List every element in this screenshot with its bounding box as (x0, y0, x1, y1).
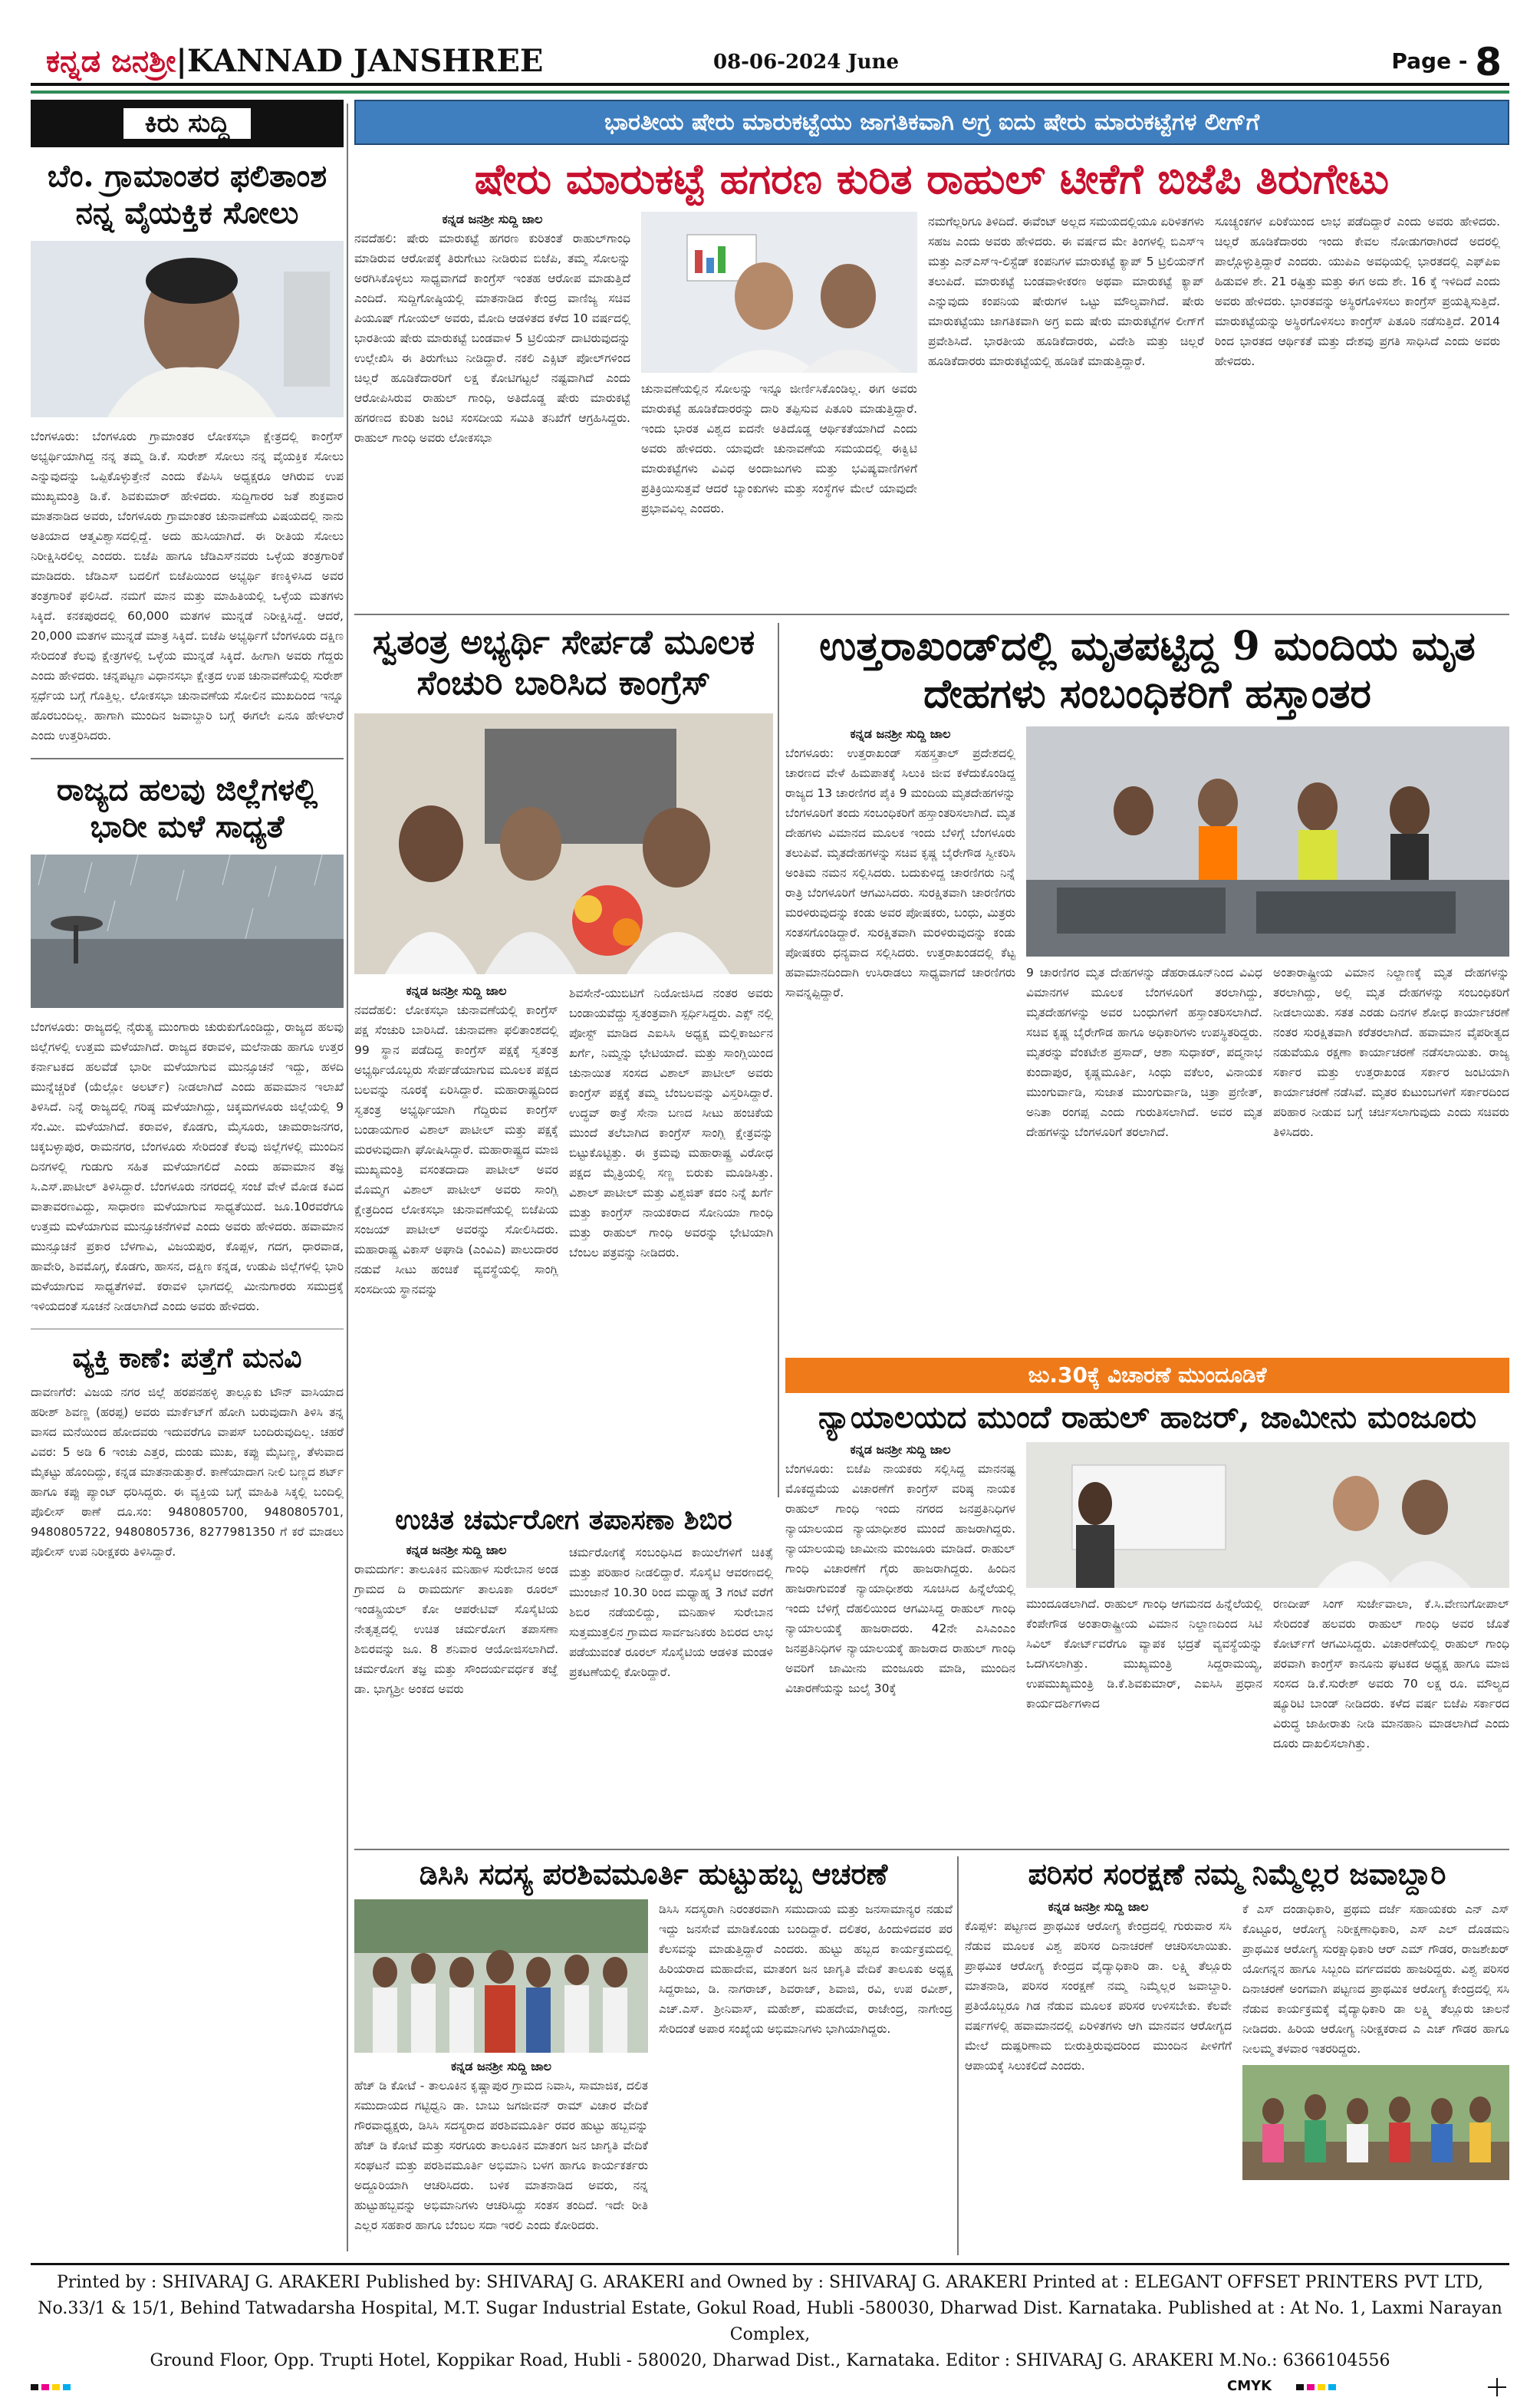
color-registration-marks (31, 2378, 1509, 2396)
imprint-line-3: Ground Floor, Opp. Trupti Hotel, Koppikar Road, Hubli - 580020, Dharwad Dist., Karnataka. Editor : SHIVARAJ G. ARAKERI M.No.: 6366104556 (150, 2351, 1390, 2370)
independent-col2: ಶಿವಸೇನೆ-ಯುಬಿಟಿಗೆ ನಿಯೋಜಿಸಿದ ನಂತರ ಅವರು ಬಂಡಾಯವೆದ್ದು ಸ್ವತಂತ್ರವಾಗಿ ಸ್ಪರ್ಧಿಸಿದ್ದರು. ಎಕ್ಸ್ ನಲ್ಲಿ ಪೋಸ್ಟ್ ಮಾಡಿದ ಎಐಸಿಸಿ ಅಧ್ಯಕ್ಷ ಮಲ್ಲಿಕಾರ್ಜುನ ಖರ್ಗೆ, ನಿಮ್ಮನ್ನು ಭೇಟಿಯಾದೆ. ಮತ್ತು ಸಾಂಗ್ಲಿಯಿಂದ ಚುನಾಯಿತ ಸಂಸದ ವಿಶಾಲ್ ಪಾಟೀಲ್ ಅವರು ಕಾಂಗ್ರೆಸ್ ಪಕ್ಷಕ್ಕೆ ತಮ್ಮ ಬೆಂಬಲವನ್ನು ವಿಸ್ತರಿಸಿದ್ದಾರೆ. ಉದ್ಧವ್ ಠಾಕ್ರೆ ಸೇನಾ ಬಣದ ಸೀಟು ಹಂಚಿಕೆಯ ಮುಂದೆ ತಲೆಬಾಗಿದ ಕಾಂಗ್ರೆಸ್ ಸಾಂಗ್ಲಿ ಕ್ಷೇತ್ರವನ್ನು ಬಿಟ್ಟುಕೊಟ್ಟಿತ್ತು. ಈ ಕ್ರಮವು ಮಹಾರಾಷ್ಟ್ರ ವಿರೋಧ ಪಕ್ಷದ ಮೈತ್ರಿಯಲ್ಲಿ ಸಣ್ಣ ಬಿರುಕು ಮೂಡಿಸಿತ್ತು. ವಿಶಾಲ್ ಪಾಟೀಲ್ ಮತ್ತು ವಿಶ್ವಜಿತ್ ಕದಂ ನಿನ್ನೆ ಖರ್ಗೆ ಮತ್ತು ಕಾಂಗ್ರೆಸ್ ನಾಯಕರಾದ ಸೋನಿಯಾ ಗಾಂಧಿ ಮತ್ತು ರಾಹುಲ್ ಗಾಂಧಿ ಅವರನ್ನು ಭೇಟಿಯಾಗಿ ಬೆಂಬಲ ಪತ್ರವನ್ನು ನೀಡಿದರು. (569, 986, 773, 1260)
story2-photo (31, 855, 344, 1008)
lead-col4: ಸೂಚ್ಯಂಕಗಳ ಏರಿಕೆಯಿಂದ ಲಾಭ ಪಡೆದಿದ್ದಾರೆ ಎಂದು ಅವರು ಹೇಳಿದರು. ಚಿಲ್ಲರೆ ಹೂಡಿಕೆದಾರರು ಇಂದು ಕೇವಲ ನೋಡುಗರಾಗಿರದೆ ಅದರಲ್ಲಿ ಪಾಲ್ಗೊಳ್ಳುತ್ತಿದ್ದಾರೆ ಎಂದರು. ಯುಪಿಎ ಅವಧಿಯಲ್ಲಿ ಭಾರತದಲ್ಲಿ ಎಫ್‌ಪಿಐ ಹಿಡುವಳಿ ಶೇ. 21 ರಷ್ಟಿತ್ತು ಮತ್ತು ಈಗ ಅದು ಶೇ. 16 ಕ್ಕೆ ಇಳಿದಿದೆ ಎಂದು ಅವರು ಹೇಳಿದರು. ಭಾರತವನ್ನು ಅಸ್ಥಿರಗೊಳಿಸಲು ಕಾಂಗ್ರೆಸ್ ಪ್ರಯತ್ನಿಸುತ್ತಿದೆ. ಮಾರುಕಟ್ಟೆಯನ್ನು ಅಸ್ಥಿರಗೊಳಿಸಲು ಕಾಂಗ್ರೆಸ್ ಪಿತೂರಿ ನಡೆಸುತ್ತಿದೆ. 2014 ರಿಂದ ಭಾರತದ ಆರ್ಥಿಕತೆ ಮತ್ತು ದೇಶವು ಪ್ರಗತಿ ಸಾಧಿಸಿದೆ ಎಂದು ಅವರು ಹೇಳಿದರು. (1215, 214, 1500, 368)
skin-camp-story (354, 1504, 773, 1699)
birthday-col1: ಹೆಚ್ ಡಿ ಕೋಟೆ - ತಾಲೂಕಿನ ಕೃಷ್ಣಾಪುರ ಗ್ರಾಮದ ನಿವಾಸಿ, ಸಾಮಾಜಿಕ, ದಲಿತ ಸಮುದಾಯದ ಗಟ್ಟಿಧ್ವನಿ ಡಾ. ಬಾಬು ಜಗಜೀವನ್ ರಾಮ್ ವಿಚಾರ ವೇದಿಕೆ ಗೌರವಾಧ್ಯಕ್ಷರು, ಡಿಸಿಸಿ ಸದಸ್ಯರಾದ ಪರಶಿವಮೂರ್ತಿ ರವರ ಹುಟ್ಟು ಹಬ್ಬವನ್ನು ಹೆಚ್ ಡಿ ಕೋಟೆ ಮತ್ತು ಸರಗೂರು ತಾಲೂಕಿನ ಮಾತಂಗ ಜನ ಜಾಗೃತಿ ವೇದಿಕೆ ಸಂಘಟನೆ ಮತ್ತು ಪರಶಿವಮೂರ್ತಿ ಅಭಿಮಾನಿ ಬಳಗ ಹಾಗೂ ಕಾರ್ಯಕರ್ತರು ಅದ್ದೂರಿಯಾಗಿ ಆಚರಿಸಿದರು. ಬಳಿಕ ಮಾತನಾಡಿದ ಅವರು, ನನ್ನ ಹುಟ್ಟುಹಬ್ಬವನ್ನು ಅಭಿಮಾನಿಗಳು ಆಚರಿಸಿದ್ದು ಸಂತಸ ತಂದಿದೆ. ಇದೇ ರೀತಿ ಎಲ್ಲರ ಸಹಕಾರ ಹಾಗೂ ಬೆಂಬಲ ಸದಾ ಇರಲಿ ಎಂದು ಕೋರಿದರು. (354, 2078, 648, 2232)
lead-col2: ಚುನಾವಣೆಯಲ್ಲಿನ ಸೋಲನ್ನು ಇನ್ನೂ ಜೀರ್ಣಿಸಿಕೊಂಡಿಲ್ಲ. ಈಗ ಅವರು ಮಾರುಕಟ್ಟೆ ಹೂಡಿಕೆದಾರರನ್ನು ದಾರಿ ತಪ್ಪಿಸುವ ಪಿತೂರಿ ಮಾಡುತ್ತಿದ್ದಾರೆ. ಇಂದು ಭಾರತ ವಿಶ್ವದ ಐದನೇ ಅತಿದೊಡ್ಡ ಆರ್ಥಿಕತೆಯಾಗಿದೆ ಎಂದು ಅವರು ಹೇಳಿದರು. ಯಾವುದೇ ಚುನಾವಣೆಯ ಸಮಯದಲ್ಲಿ ಈಕ್ವಿಟಿ ಮಾರುಕಟ್ಟೆಗಳು ವಿವಿಧ ಅಂದಾಜುಗಳು ಮತ್ತು ಭವಿಷ್ಯವಾಣಿಗಳಿಗೆ ಪ್ರತಿಕ್ರಿಯಿಸುತ್ತವೆ ಆದರೆ ಬ್ಯಾಂಕುಗಳು ಮತ್ತು ಸಂಸ್ಥೆಗಳ ಮೇಲೆ ಯಾವುದೇ ಪ್ರಭಾವವಿಲ್ಲ ಎಂದರು. (641, 381, 917, 515)
lead-col1: ನವದೆಹಲಿ: ಷೇರು ಮಾರುಕಟ್ಟೆ ಹಗರಣ ಕುರಿತಂತೆ ರಾಹುಲ್‌ಗಾಂಧಿ ಮಾಡಿರುವ ಆರೋಪಕ್ಕೆ ತಿರುಗೇಟು ನೀಡಿರುವ ಬಿಜೆಪಿ, ತಮ್ಮ ಸೋಲನ್ನು ಅರಗಿಸಿಕೊಳ್ಳಲು ಸಾಧ್ಯವಾಗದೆ ಕಾಂಗ್ರೆಸ್ ಇಂತಹ ಆರೋಪ ಮಾಡುತ್ತಿದೆ ಎಂದಿದೆ. ಸುದ್ದಿಗೋಷ್ಠಿಯಲ್ಲಿ ಮಾತನಾಡಿದ ಕೇಂದ್ರ ವಾಣಿಜ್ಯ ಸಚಿವ ಪಿಯೂಷ್ ಗೋಯಲ್ ಅವರು, ಮೋದಿ ಆಡಳಿತದ ಕಳೆದ 10 ವರ್ಷದಲ್ಲಿ ಭಾರತೀಯ ಷೇರು ಮಾರುಕಟ್ಟೆ ಬಂಡವಾಳ 5 ಟ್ರಿಲಿಯನ್ ದಾಟಿರುವುದನ್ನು ಉಲ್ಲೇಖಿಸಿ ಈ ತಿರುಗೇಟು ನೀಡಿದ್ದಾರೆ. ನಕಲಿ ಎಕ್ಸಿಟ್ ಪೋಲ್‌ಗಳಿಂದ ಚಿಲ್ಲರೆ ಹೂಡಿಕೆದಾರರಿಗೆ ಲಕ್ಷ ಕೋಟಿಗಟ್ಟಲೆ ನಷ್ಟವಾಗಿದೆ ಎಂದು ಆರೋಪಿಸಿರುವ ರಾಹುಲ್ ಗಾಂಧಿ, ಅತಿದೊಡ್ಡ ಷೇರು ಮಾರುಕಟ್ಟೆ ಹಗರಣದ ಕುರಿತು ಜಂಟಿ ಸಂಸದೀಯ ಸಮಿತಿ ತನಿಖೆಗೆ ಆಗ್ರಹಿಸಿದ್ದರು. ರಾಹುಲ್ ಗಾಂಧಿ ಅವರು ಲೋಕಸಭಾ (354, 231, 630, 445)
center-rule (778, 623, 779, 1497)
left-divider-1 (31, 758, 344, 759)
uttarakhand-story (785, 623, 1509, 1142)
independent-col1: ನವದೆಹಲಿ: ಲೋಕಸಭಾ ಚುನಾವಣೆಯಲ್ಲಿ ಕಾಂಗ್ರೆಸ್ ಪಕ್ಷ ಸೆಂಚುರಿ ಬಾರಿಸಿದೆ. ಚುನಾವಣಾ ಫಲಿತಾಂಶದಲ್ಲಿ 99 ಸ್ಥಾನ ಪಡೆದಿದ್ದ ಕಾಂಗ್ರೆಸ್ ಪಕ್ಷಕ್ಕೆ ಸ್ವತಂತ್ರ ಅಭ್ಯರ್ಥಿಯೊಬ್ಬರು ಸೇರ್ಪಡೆಯಾಗುವ ಮೂಲಕ ಪಕ್ಷದ ಬಲವನ್ನು ನೂರಕ್ಕೆ ಏರಿಸಿದ್ದಾರೆ. ಮಹಾರಾಷ್ಟ್ರದಿಂದ ಸ್ವತಂತ್ರ ಅಭ್ಯರ್ಥಿಯಾಗಿ ಗೆದ್ದಿರುವ ಕಾಂಗ್ರೆಸ್ ಬಂಡಾಯಗಾರ ವಿಶಾಲ್ ಪಾಟೀಲ್ ಮತ್ತು ಪಕ್ಷಕ್ಕೆ ಮರಳುವುದಾಗಿ ಘೋಷಿಸಿದ್ದಾರೆ. ಮಹಾರಾಷ್ಟ್ರದ ಮಾಜಿ ಮುಖ್ಯಮಂತ್ರಿ ವಸಂತದಾದಾ ಪಾಟೀಲ್ ಅವರ ಮೊಮ್ಮಗ ವಿಶಾಲ್ ಪಾಟೀಲ್ ಅವರು ಸಾಂಗ್ಲಿ ಕ್ಷೇತ್ರದಿಂದ ಲೋಕಸಭಾ ಚುನಾವಣೆಯಲ್ಲಿ ಬಿಜೆಪಿಯ ಸಂಜಯ್ ಪಾಟೀಲ್ ಅವರನ್ನು ಸೋಲಿಸಿದರು. ಮಹಾರಾಷ್ಟ್ರ ವಿಕಾಸ್ ಅಘಾಡಿ (ಎಂವಿಎ) ಪಾಲುದಾರರ ನಡುವೆ ಸೀಟು ಹಂಚಿಕೆ ವ್ಯವಸ್ಥೆಯಲ್ಲಿ ಸಾಂಗ್ಲಿ ಸಂಸದೀಯ ಸ್ಥಾನವನ್ನು (354, 1003, 558, 1296)
birthday-headline: ಡಿಸಿಸಿ ಸದಸ್ಯ ಪರಶಿವಮೂರ್ತಿ ಹುಟ್ಟುಹಬ್ಬ ಆಚರಣೆ (419, 1856, 888, 1891)
skin-camp-byline: ಕನ್ನಡ ಜನಶ್ರೀ ಸುದ್ದಿ ಜಾಲ (406, 1543, 507, 1558)
tree-planting-photo (1242, 2065, 1509, 2180)
dk-shivakumar-portrait-photo (31, 241, 344, 417)
court-byline: ಕನ್ನಡ ಜನಶ್ರೀ ಸುದ್ದಿ ಜಾಲ (850, 1442, 951, 1457)
environment-story (965, 1856, 1509, 2180)
uttarakhand-byline: ಕನ್ನಡ ಜನಶ್ರೀ ಸುದ್ದಿ ಜಾಲ (850, 726, 951, 741)
lead-headline: ಷೇರು ಮಾರುಕಟ್ಟೆ ಹಗರಣ ಕುರಿತ ರಾಹುಲ್ ಟೀಕೆಗೆ ಬಿಜೆಪಿ ತಿರುಗೇಟು (474, 154, 1390, 203)
court-photo (1026, 1442, 1509, 1588)
uttarakhand-col3: ಅಂತಾರಾಷ್ಟ್ರೀಯ ವಿಮಾನ ನಿಲ್ದಾಣಕ್ಕೆ ಮೃತ ದೇಹಗಳನ್ನು ತರಲಾಗಿದ್ದು, ಅಲ್ಲಿ ಮೃತ ದೇಹಗಳನ್ನು ಸಂಬಂಧಿಕರಿಗೆ ನೀಡಲಾಯಿತು. ಸತತ ಎರಡು ದಿನಗಳ ಶೋಧ ಕಾರ್ಯಾಚರಣೆ ನಂತರ ಸುರಕ್ಷಿತವಾಗಿ ಕರೆತರಲಾಗಿದೆ. ಹವಾಮಾನ ವೈಪರೀತ್ಯದ ನಡುವೆಯೂ ರಕ್ಷಣಾ ಕಾರ್ಯಾಚರಣೆ ನಡೆಸಲಾಯಿತು. ರಾಜ್ಯ ಸರ್ಕಾರ ಮತ್ತು ಉತ್ತರಾಖಂಡ ಸರ್ಕಾರ ಜಂಟಿಯಾಗಿ ಕಾರ್ಯಾಚರಣೆ ನಡೆಸಿವೆ. ಮೃತರ ಕುಟುಂಬಗಳಿಗೆ ಸರ್ಕಾರದಿಂದ ಪರಿಹಾರ ನೀಡುವ ಬಗ್ಗೆ ಚರ್ಚಿಸಲಾಗುವುದು ಎಂದು ಸಚಿವರು ತಿಳಿಸಿದರು. (1273, 965, 1509, 1139)
skin-camp-col2: ಚರ್ಮರೋಗಕ್ಕೆ ಸಂಬಂಧಿಸಿದ ಕಾಯಿಲೆಗಳಿಗೆ ಚಿಕಿತ್ಸೆ ಮತ್ತು ಪರಿಹಾರ ನೀಡಲಿದ್ದಾರೆ. ಸೊಸೈಟಿ ಆವರಣದಲ್ಲಿ ಮುಂಜಾನೆ 10.30 ರಿಂದ ಮಧ್ಯಾಹ್ನ 3 ಗಂಟೆ ವರೆಗೆ ಶಿಬಿರ ನಡೆಯಲಿದ್ದು, ಮನಿಹಾಳ ಸುರೇಬಾನ ಸುತ್ತಮುತ್ತಲಿನ ಗ್ರಾಮದ ಸಾರ್ವಜನಿಕರು ಶಿಬಿರದ ಲಾಭ ಪಡೆಯುವಂತೆ ರೂರಲ್ ಸೊಸೈಟಿಯ ಆಡಳಿತ ಮಂಡಳಿ ಪ್ರಕಟಣೆಯಲ್ಲಿ ಕೋರಿದ್ದಾರೆ. (569, 1546, 773, 1680)
lead-bottom-rule (354, 614, 1509, 615)
page-label: Page - (1391, 48, 1468, 74)
lead-photo (641, 212, 917, 373)
lead-col3: ನಮಗೆಲ್ಲರಿಗೂ ತಿಳಿದಿದೆ. ಈವೆಂಟ್ ಅಲ್ಲದ ಸಮಯದಲ್ಲಿಯೂ ಏರಿಳಿತಗಳು ಸಹಜ ಎಂದು ಅವರು ಹೇಳಿದರು. ಈ ವರ್ಷದ ಮೇ ತಿಂಗಳಲ್ಲಿ ಬಿಎಸ್‌ಇ ಮತ್ತು ಎನ್‌ಎಸ್‌ಇ-ಲಿಸ್ಟೆಡ್ ಕಂಪನಿಗಳ ಮಾರುಕಟ್ಟೆ ಕ್ಯಾಪ್ 5 ಟ್ರಿಲಿಯನ್‌ಗೆ ತಲುಪಿದೆ. ಮಾರುಕಟ್ಟೆ ಬಂಡವಾಳೀಕರಣ ಅಥವಾ ಮಾರುಕಟ್ಟೆ ಕ್ಯಾಪ್ ಎನ್ನುವುದು ಕಂಪನಿಯ ಷೇರುಗಳ ಒಟ್ಟು ಮೌಲ್ಯವಾಗಿದೆ. ಷೇರು ಮಾರುಕಟ್ಟೆಯು ಜಾಗತಿಕವಾಗಿ ಅಗ್ರ ಐದು ಷೇರು ಮಾರುಕಟ್ಟೆಗಳ ಲೀಗ್‌ಗೆ ಪ್ರವೇಶಿಸಿದೆ. ಭಾರತೀಯ ಹೂಡಿಕೆದಾರರು, ವಿದೇಶಿ ಮತ್ತು ಚಿಲ್ಲರೆ ಹೂಡಿಕೆದಾರರು ಮಾರುಕಟ್ಟೆಯಲ್ಲಿ ಹೂಡಿಕೆ ಮಾಡುತ್ತಿದ್ದಾರೆ. (928, 214, 1204, 368)
lead-byline: ಕನ್ನಡ ಜನಶ್ರೀ ಸುದ್ದಿ ಜಾಲ (442, 211, 543, 226)
independent-story (354, 623, 773, 1299)
skin-camp-headline: ಉಚಿತ ಚರ್ಮರೋಗ ತಪಾಸಣಾ ಶಿಬಿರ (395, 1504, 732, 1536)
left-column (31, 100, 344, 1562)
court-story (785, 1358, 1509, 1754)
court-col1: ಬೆಂಗಳೂರು: ಬಿಜೆಪಿ ನಾಯಕರು ಸಲ್ಲಿಸಿದ್ದ ಮಾನನಷ್ಟ ಮೊಕದ್ದಮೆಯ ವಿಚಾರಣೆಗೆ ಕಾಂಗ್ರೆಸ್ ವರಿಷ್ಠ ನಾಯಕ ರಾಹುಲ್ ಗಾಂಧಿ ಇಂದು ನಗರದ ಜನಪ್ರತಿನಿಧಿಗಳ ನ್ಯಾಯಾಲಯದ ನ್ಯಾಯಾಧೀಶರ ಮುಂದೆ ಹಾಜರಾಗಿದ್ದರು. ನ್ಯಾಯಾಲಯವು ಜಾಮೀನು ಮಂಜೂರು ಮಾಡಿದೆ. ರಾಹುಲ್ ಗಾಂಧಿ ವಿಚಾರಣೆಗೆ ಗೈರು ಹಾಜರಾಗಿದ್ದರು. ಹಿಂದಿನ ಹಾಜರಾಗುವಂತೆ ನ್ಯಾಯಾಧೀಶರು ಸೂಚಿಸಿದ ಹಿನ್ನೆಲೆಯಲ್ಲಿ ಇಂದು ಬೆಳಿಗ್ಗೆ ದೆಹಲಿಯಿಂದ ಆಗಮಿಸಿದ್ದ ರಾಹುಲ್ ಗಾಂಧಿ ನ್ಯಾಯಾಲಯಕ್ಕೆ ಹಾಜರಾದರು. 42ನೇ ಎಸಿಎಂಎಂ ಜನಪ್ರತಿನಿಧಿಗಳ ನ್ಯಾಯಾಲಯಕ್ಕೆ ಹಾಜರಾದ ರಾಹುಲ್ ಗಾಂಧಿ ಅವರಿಗೆ ಜಾಮೀನು ಮಂಜೂರು ಮಾಡಿ, ಮುಂದಿನ ವಿಚಾರಣೆಯನ್ನು ಜುಲೈ 30ಕ್ಕೆ (785, 1462, 1015, 1695)
imprint-footer (31, 2263, 1509, 2378)
independent-photo (354, 713, 773, 974)
birthday-group-photo (354, 1899, 648, 2053)
environment-headline: ಪರಿಸರ ಸಂರಕ್ಷಣೆ ನಮ್ಮ ನಿಮ್ಮೆಲ್ಲರ ಜವಾಬ್ದಾರಿ (1028, 1856, 1446, 1891)
lower-center-rule (957, 1856, 959, 2255)
page-number-block (1391, 40, 1502, 84)
left-column-rule (347, 104, 348, 2251)
story2-headline: ರಾಜ್ಯದ ಹಲವು ಜಿಲ್ಲೆಗಳಲ್ಲಿ ಭಾರೀ ಮಳೆ ಸಾಧ್ಯತೆ (56, 771, 318, 845)
environment-byline: ಕನ್ನಡ ಜನಶ್ರೀ ಸುದ್ದಿ ಜಾಲ (1048, 1899, 1149, 1914)
uttarakhand-headline: ಉತ್ತರಾಖಂಡ್‌ದಲ್ಲಿ ಮೃತಪಟ್ಟಿದ್ದ 9 ಮಂದಿಯ ಮೃತ ದೇಹಗಳು ಸಂಬಂಧಿಕರಿಗೆ ಹಸ್ತಾಂತರ (819, 623, 1476, 718)
masthead-date: 08-06-2024 June (713, 51, 900, 74)
skin-camp-col1: ರಾಮದುರ್ಗ: ತಾಲೂಕಿನ ಮನಿಹಾಳ ಸುರೇಬಾನ ಅಂಡ ಗ್ರಾಮದ ದಿ ರಾಮದುರ್ಗ ತಾಲೂಕಾ ರೂರಲ್ ಇಂಡಸ್ಟ್ರಿಯಲ್ ಕೋ ಆಪರೇಟಿವ್ ಸೊಸೈಟಿಯ ನೇತೃತ್ವದಲ್ಲಿ ಉಚಿತ ಚರ್ಮರೋಗ ತಪಾಸಣಾ ಶಿಬಿರವನ್ನು ಜೂ. 8 ಶನಿವಾರ ಆಯೋಜಿಸಲಾಗಿದೆ. ಚರ್ಮರೋಗ ತಜ್ಞ ಮತ್ತು ಸೌಂದರ್ಯವರ್ಧಕ ತಜ್ಞೆ ಡಾ. ಭಾಗ್ಯಶ್ರೀ ಅಂಕದ ಅವರು (354, 1563, 558, 1697)
uttarakhand-photo (1026, 726, 1509, 957)
lead-story (354, 100, 1509, 519)
story1-body: ಬೆಂಗಳೂರು: ಬೆಂಗಳೂರು ಗ್ರಾಮಾಂತರ ಲೋಕಸಭಾ ಕ್ಷೇತ್ರದಲ್ಲಿ ಕಾಂಗ್ರೆಸ್ ಅಭ್ಯರ್ಥಿಯಾಗಿದ್ದ ನನ್ನ ತಮ್ಮ ಡಿ.ಕೆ. ಸುರೇಶ್ ಸೋಲು ನನ್ನ ವೈಯಕ್ತಿಕ ಸೋಲು ಎನ್ನುವುದನ್ನು ಒಪ್ಪಿಕೊಳ್ಳುತ್ತೇನೆ ಎಂದು ಕೆಪಿಸಿಸಿ ಅಧ್ಯಕ್ಷರೂ ಆಗಿರುವ ಉಪ ಮುಖ್ಯಮಂತ್ರಿ ಡಿ.ಕೆ. ಶಿವಕುಮಾರ್ ಹೇಳಿದರು. ಸುದ್ದಿಗಾರರ ಜತೆ ಶುಕ್ರವಾರ ಮಾತನಾಡಿದ ಅವರು, ಬೆಂಗಳೂರು ಗ್ರಾಮಾಂತರ ಚುನಾವಣೆಯ ವಿಷಯದಲ್ಲಿ ನಾನು ಅತಿಯಾದ ಆತ್ಮವಿಶ್ವಾಸದಲ್ಲಿದ್ದೆ. ಅದು ಹುಸಿಯಾಗಿದೆ. ಈ ರೀತಿಯ ಸೋಲು ನಿರೀಕ್ಷಿಸಿರಲಿಲ್ಲ ಎಂದರು. ಬಿಜೆಪಿ ಹಾಗೂ ಜೆಡಿಎಸ್‌ನವರು ಒಳ್ಳೆಯ ತಂತ್ರಗಾರಿಕೆ ಮಾಡಿದರು. ಜೆಡಿಎಸ್ ಬದಲಿಗೆ ಬಿಜೆಪಿಯಿಂದ ಅಭ್ಯರ್ಥಿ ಕಣಕ್ಕಿಳಿಸಿದ ಅವರ ತಂತ್ರಗಾರಿಕೆ ಫಲಿಸಿದೆ. ನಮಗೆ ಮಾನ ಮತ್ತು ಮಾಹಿತಿಯಲ್ಲಿ ಒಳ್ಳೆಯ ಮತಗಳು ಸಿಕ್ಕಿದೆ. ಕನಕಪುರದಲ್ಲಿ 60,000 ಮತಗಳ ಮುನ್ನಡೆ ನಿರೀಕ್ಷಿಸಿದ್ದೆ. ಆದರೆ, 20,000 ಮತಗಳ ಮುನ್ನಡೆ ಮಾತ್ರ ಸಿಕ್ಕಿದೆ. ಬಿಜೆಪಿ ಅಭ್ಯರ್ಥಿಗೆ ಬೆಂಗಳೂರು ದಕ್ಷಿಣ ಸೇರಿದಂತೆ ಕೆಲವು ಕ್ಷೇತ್ರಗಳಲ್ಲಿ ಒಳ್ಳೆಯ ಮುನ್ನಡೆ ಸಿಕ್ಕಿದೆ. ಹೀಗಾಗಿ ಅವರು ಗೆದ್ದರು ಎಂದು ಹೇಳಿದರು. ಚನ್ನಪಟ್ಟಣ ವಿಧಾನಸಭಾ ಕ್ಷೇತ್ರದ ಉಪ ಚುನಾವಣೆಯಲ್ಲಿ ಸುರೇಶ್ ಸ್ಪರ್ಧೆಯ ಬಗ್ಗೆ ಗೊತ್ತಿಲ್ಲ. ಲೋಕಸಭಾ ಚುನಾವಣೆಯ ಸೋಲಿನ ಮುಖದಿಂದ ಇನ್ನೂ ಹೊರಬಂದಿಲ್ಲ. ಹಾಗಾಗಿ ಮುಂದಿನ ಜವಾಬ್ದಾರಿ ಬಗ್ಗೆ ಈಗಲೇ ಏನೂ ಹೇಳಲಾರೆ ಎಂದು ಉತ್ತರಿಸಿದರು. (31, 430, 344, 743)
left-divider-2 (31, 1329, 344, 1330)
rahul-siddaramaiah-photo (1026, 1442, 1509, 1588)
masthead-title-english: KANNAD JANSHREE (186, 43, 544, 79)
uttarakhand-col1: ಬೆಂಗಳೂರು: ಉತ್ತರಾಖಂಡ್ ಸಹಸ್ತ್ರತಾಲ್ ಪ್ರದೇಶದಲ್ಲಿ ಚಾರಣದ ವೇಳೆ ಹಿಮಪಾತಕ್ಕೆ ಸಿಲುಕಿ ಜೀವ ಕಳೆದುಕೊಂಡಿದ್ದ ರಾಜ್ಯದ 13 ಚಾರಣಿಗರ ಪೈಕಿ 9 ಮಂದಿಯ ಮೃತದೇಹಗಳನ್ನು ಬೆಂಗಳೂರಿಗೆ ತಂದು ಸಂಬಂಧಿಕರಿಗೆ ಹಸ್ತಾಂತರಿಸಲಾಗಿದೆ. ಮೃತ ದೇಹಗಳು ವಿಮಾನದ ಮೂಲಕ ಇಂದು ಬೆಳಿಗ್ಗೆ ಬೆಂಗಳೂರು ತಲುಪಿವೆ. ಮೃತದೇಹಗಳನ್ನು ಸಚಿವ ಕೃಷ್ಣ ಬೈರೇಗೌಡ ಸ್ವೀಕರಿಸಿ ಅಂತಿಮ ನಮನ ಸಲ್ಲಿಸಿದರು. ಬದುಕುಳಿದ್ದ ಚಾರಣಿಗರು ನಿನ್ನೆ ರಾತ್ರಿ ಬೆಂಗಳೂರಿಗೆ ಆಗಮಿಸಿದರು. ಸುರಕ್ಷಿತವಾಗಿ ಚಾರಣಿಗರು ಮರಳಿರುವುದನ್ನು ಕಂಡು ಅವರ ಪೋಷಕರು, ಬಂಧು, ಮಿತ್ರರು ಸಂತಸಗೊಂಡಿದ್ದಾರೆ. ಸುರಕ್ಷಿತವಾಗಿ ಮರಳಿರುವುದನ್ನು ಕಂಡು ಪೋಷಕರು ಧನ್ಯವಾದ ಸಲ್ಲಿಸಿದರು. ಉತ್ತರಾಖಂಡದಲ್ಲಿ ಕೆಟ್ಟ ಹವಾಮಾನದಿಂದಾಗಿ ಉಸಿರಾಡಲು ಸಾಧ್ಯವಾಗದೆ ಚಾರಣಿಗರು ಸಾವನ್ನಪ್ಪಿದ್ದಾರೆ. (785, 746, 1015, 1000)
imprint-line-2: No.33/1 & 15/1, Behind Tatwadarsha Hospital, M.T. Sugar Industrial Estate, Gokul Road, Hubli -580030, Dharwad Dist. Karnataka. Published at : At No. 1, Laxmi Narayan Complex, (38, 2299, 1502, 2344)
cmyk-registration-strip (31, 2378, 1509, 2396)
birthday-col2: ಡಿಸಿಸಿ ಸದಸ್ಯರಾಗಿ ನಿರಂತರವಾಗಿ ಸಮುದಾಯ ಮತ್ತು ಜನಸಾಮಾನ್ಯರ ನಡುವೆ ಇದ್ದು ಜನಸೇವೆ ಮಾಡಿಕೊಂಡು ಬಂದಿದ್ದಾರೆ. ದಲಿತರ, ಹಿಂದುಳಿದವರ ಪರ ಕೆಲಸವನ್ನು ಮಾಡುತ್ತಿದ್ದಾರೆ ಎಂದರು. ಹುಟ್ಟು ಹಬ್ಬದ ಕಾರ್ಯಕ್ರಮದಲ್ಲಿ ಹಿರಿಯರಾದ ಮಹಾದೇವ, ಮಾತಂಗ ಜನ ಜಾಗೃತಿ ವೇದಿಕೆ ತಾಲೂಕು ಅಧ್ಯಕ್ಷ ಸಿದ್ದರಾಜು, ಡಿ. ನಾಗರಾಜ್, ಶಿವರಾಜ್, ಶಿವಾಜಿ, ರವಿ, ಉಪ ರವೀಶ್, ಎಚ್.ಎಸ್. ಶ್ರೀನಿವಾಸ್, ಮಹೇಶ್, ಮಹದೇವ, ರಾಜೇಂದ್ರ, ನಾಗೇಂದ್ರ ಸೇರಿದಂತೆ ಅಪಾರ ಸಂಖ್ಯೆಯ ಅಭಿಮಾನಿಗಳು ಭಾಗಿಯಾಗಿದ್ದರು. (659, 1902, 953, 2036)
story1-headline: ಬೆಂ. ಗ್ರಾಮಾಂತರ ಫಲಿತಾಂಶ ನನ್ನ ವೈಯಕ್ತಿಕ ಸೋಲು (47, 158, 327, 231)
story1-photo (31, 241, 344, 417)
uttarakhand-col2: 9 ಚಾರಣಿಗರ ಮೃತ ದೇಹಗಳನ್ನು ಡೆಹರಾಡೂನ್‌ನಿಂದ ವಿವಿಧ ವಿಮಾನಗಳ ಮೂಲಕ ಬೆಂಗಳೂರಿಗೆ ತರಲಾಗಿದ್ದು, ಮೃತದೇಹಗಳನ್ನು ಅವರ ಬಂಧುಗಳಿಗೆ ಹಸ್ತಾಂತರಿಸಲಾಗಿದೆ. ಸಚಿವ ಕೃಷ್ಣ ಬೈರೇಗೌಡ ಹಾಗೂ ಅಧಿಕಾರಿಗಳು ಉಪಸ್ಥಿತರಿದ್ದರು. ಮೃತರನ್ನು ವೆಂಕಟೇಶ ಪ್ರಸಾದ್, ಆಶಾ ಸುಧಾಕರ್, ಪದ್ಮನಾಭ ಕುಂದಾಪುರ, ಕೃಷ್ಣಮೂರ್ತಿ, ಸಿಂಧು ವಕೆಲಂ, ವಿನಾಯಕ ಮುಂಗುರ್ವಾಡಿ, ಸುಜಾತ ಮುಂಗುರ್ವಾಡಿ, ಚಿತ್ರಾ ಪ್ರಣೀತ್, ಅನಿತಾ ರಂಗಪ್ಪ ಎಂದು ಗುರುತಿಸಲಾಗಿದೆ. ಅವರ ಮೃತ ದೇಹಗಳನ್ನು ಬೆಂಗಳೂರಿಗೆ ತರಲಾಗಿದೆ. (1026, 965, 1262, 1139)
rain-street-photo (31, 855, 344, 1008)
story3-body: ದಾವಣಗೆರೆ: ವಿಜಯ ನಗರ ಜಿಲ್ಲೆ ಹರಪನಹಳ್ಳಿ ತಾಲ್ಲೂಕು ಟೌನ್ ವಾಸಿಯಾದ ಹರೀಶ್ ಶಿವಣ್ಣ (ಹರಪ್ಪ) ಅವರು ಮಾರ್ಕೆಟ್‌ಗೆ ಹೋಗಿ ಬರುವುದಾಗಿ ತಿಳಿಸಿ ತನ್ನ ವಾಸದ ಮನೆಯಿಂದ ಹೋದವರು ಇದುವರೆಗೂ ವಾಪಸ್ ಬಂದಿರುವುದಿಲ್ಲ. ಚಹರೆ ವಿವರ: 5 ಅಡಿ 6 ಇಂಚು ಎತ್ತರ, ದುಂಡು ಮುಖ, ಕಪ್ಪು ಮೈಬಣ್ಣ, ತೆಳುವಾದ ಮೈಕಟ್ಟು ಹೊಂದಿದ್ದು, ಕನ್ನಡ ಮಾತನಾಡುತ್ತಾರೆ. ಕಾಣೆಯಾದಾಗ ನೀಲಿ ಬಣ್ಣದ ಶರ್ಟ್ ಹಾಗೂ ಕಪ್ಪು ಪ್ಯಾಂಟ್ ಧರಿಸಿದ್ದರು. ಈ ವ್ಯಕ್ತಿಯ ಬಗ್ಗೆ ಮಾಹಿತಿ ಸಿಕ್ಕಲ್ಲಿ ಬಂದಿಲ್ಲಿ ಪೊಲೀಸ್ ಠಾಣೆ ದೂ.ಸಂ: 9480805700, 9480805701, 9480805722, 9480805736, 8277981350 ಗೆ ಕರೆ ಮಾಡಲು ಪೊಲೀಸ್ ಉಪ ನಿರೀಕ್ಷಕರು ತಿಳಿಸಿದ್ದಾರೆ. (31, 1385, 344, 1559)
independent-headline: ಸ್ವತಂತ್ರ ಅಭ್ಯರ್ಥಿ ಸೇರ್ಪಡೆ ಮೂಲಕ ಸೆಂಚುರಿ ಬಾರಿಸಿದ ಕಾಂಗ್ರೆಸ್ (372, 623, 755, 703)
court-col2: ಮುಂದೂಡಲಾಗಿದೆ. ರಾಹುಲ್ ಗಾಂಧಿ ಆಗಮನದ ಹಿನ್ನೆಲೆಯಲ್ಲಿ ಕೆಂಪೇಗೌಡ ಅಂತಾರಾಷ್ಟ್ರೀಯ ವಿಮಾನ ನಿಲ್ದಾಣದಿಂದ ಸಿಟಿ ಸಿವಿಲ್ ಕೋರ್ಟ್‌ವರೆಗೂ ವ್ಯಾಪಕ ಭದ್ರತೆ ವ್ಯವಸ್ಥೆಯನ್ನು ಒದಗಿಸಲಾಗಿತ್ತು. ಮುಖ್ಯಮಂತ್ರಿ ಸಿದ್ದರಾಮಯ್ಯ, ಉಪಮುಖ್ಯಮಂತ್ರಿ ಡಿ.ಕೆ.ಶಿವಕುಮಾರ್, ಎಐಸಿಸಿ ಪ್ರಧಾನ ಕಾರ್ಯದರ್ಶಿಗಳಾದ (1026, 1597, 1262, 1711)
environment-col2: ಕೆ ಎಸ್ ದಂಡಾಧಿಕಾರಿ, ಪ್ರಥಮ ದರ್ಜೆ ಸಹಾಯಕರು ಎನ್ ಎಸ್ ಕೊಟ್ಟೂರ, ಆರೋಗ್ಯ ನಿರೀಕ್ಷಣಾಧಿಕಾರಿ, ಎಸ್ ಎಲ್ ದೊಡಮನಿ ಪ್ರಾಥಮಿಕ ಆರೋಗ್ಯ ಸುರಕ್ಷಾಧಿಕಾರಿ ಆರ್ ಎಮ್ ಗೌಡರ, ರಾಜಶೇಖರ್ ಯೋಗನ್ನನ ಹಾಗೂ ಸಿಬ್ಬಂದಿ ವರ್ಗದವರು ಹಾಜರಿದ್ದರು. ವಿಶ್ವ ಪರಿಸರ ದಿನಾಚರಣೆ ಅಂಗವಾಗಿ ಪಟ್ಟಣದ ಪ್ರಾಥಮಿಕ ಆರೋಗ್ಯ ಕೇಂದ್ರದಲ್ಲಿ ಸಸಿ ನೆಡುವ ಕಾರ್ಯಕ್ರಮಕ್ಕೆ ವೈದ್ಯಾಧಿಕಾರಿ ಡಾ ಲಕ್ಷ್ಮಿ ತೆಲ್ಲೂರು ಚಾಲನೆ ನೀಡಿದರು. ಹಿರಿಯ ಆರೋಗ್ಯ ನಿರೀಕ್ಷಕರಾದ ಎ ಎಚ್ ಗೌಡರ ಹಾಗೂ ನೀಲಮ್ಮ ತಳವಾರ ಇತರರಿದ್ದರು. (1242, 1902, 1509, 2056)
lead-kicker: ಭಾರತೀಯ ಷೇರು ಮಾರುಕಟ್ಟೆಯು ಜಾಗತಿಕವಾಗಿ ಅಗ್ರ ಐದು ಷೇರು ಮಾರುಕಟ್ಟೆಗಳ ಲೀಗ್‌ಗೆ (354, 100, 1509, 145)
masthead-title: ಕನ್ನಡ ಜನಶ್ರೀ|KANNAD JANSHREE (46, 43, 544, 79)
masthead (31, 40, 1509, 86)
cmyk-label: CMYK (1227, 2378, 1272, 2394)
story3-headline: ವ್ಯಕ್ತಿ ಕಾಣೆ: ಪತ್ತೆಗೆ ಮನವಿ (72, 1342, 302, 1374)
page-number: 8 (1475, 40, 1502, 84)
court-headline: ನ್ಯಾಯಾಲಯದ ಮುಂದೆ ರಾಹುಲ್ ಹಾಜರ್, ಜಾಮೀನು ಮಂಜೂರು (818, 1399, 1477, 1435)
kharge-meeting-photo (354, 713, 773, 974)
environment-photo (1242, 2065, 1509, 2180)
birthday-photo (354, 1899, 648, 2053)
brief-news-header: ಕಿರು ಸುದ್ದಿ (31, 100, 344, 147)
airport-coffins-photo (1026, 726, 1509, 957)
masthead-title-kannada: ಕನ್ನಡ ಜನಶ್ರೀ (46, 43, 176, 79)
court-kicker: ಜು.30ಕ್ಕೆ ವಿಚಾರಣೆ ಮುಂದೂಡಿಕೆ (785, 1358, 1509, 1393)
rahul-press-conference-photo (641, 212, 917, 373)
birthday-story (354, 1856, 953, 2235)
independent-byline: ಕನ್ನಡ ಜನಶ್ರೀ ಸುದ್ದಿ ಜಾಲ (406, 983, 507, 998)
masthead-accent-rule (31, 91, 1509, 94)
imprint-line-1: Printed by : SHIVARAJ G. ARAKERI Published by: SHIVARAJ G. ARAKERI and Owned by : SHIVARAJ G. ARAKERI Printed at : ELEGANT OFFSET PRINTERS PVT LTD, (56, 2273, 1484, 2292)
court-col3: ರಣದೀಪ್ ಸಿಂಗ್ ಸುರ್ಜೇವಾಲಾ, ಕೆ.ಸಿ.ವೇಣುಗೋಪಾಲ್ ಸೇರಿದಂತೆ ಹಲವರು ರಾಹುಲ್ ಗಾಂಧಿ ಅವರ ಜೊತೆ ಕೋರ್ಟ್‌ಗೆ ಆಗಮಿಸಿದ್ದರು. ವಿಚಾರಣೆಯಲ್ಲಿ ರಾಹುಲ್ ಗಾಂಧಿ ಪರವಾಗಿ ಕಾಂಗ್ರೆಸ್ ಕಾನೂನು ಘಟಕದ ಅಧ್ಯಕ್ಷ ಹಾಗೂ ಮಾಜಿ ಸಂಸದ ಡಿ.ಕೆ.ಸುರೇಶ್ ಅವರು 70 ಲಕ್ಷ ರೂ. ಮೌಲ್ಯದ ಷ್ಯೂರಿಟಿ ಬಾಂಡ್ ನೀಡಿದರು. ಕಳೆದ ವರ್ಷ ಬಿಜೆಪಿ ಸರ್ಕಾರದ ವಿರುದ್ಧ ಜಾಹೀರಾತು ನೀಡಿ ಮಾನಹಾನಿ ಮಾಡಲಾಗಿದೆ ಎಂದು ದೂರು ದಾಖಲಿಸಲಾಗಿತ್ತು. (1273, 1597, 1509, 1751)
environment-col1: ಕೊಪ್ಪಳ: ಪಟ್ಟಣದ ಪ್ರಾಥಮಿಕ ಆರೋಗ್ಯ ಕೇಂದ್ರದಲ್ಲಿ ಗುರುವಾರ ಸಸಿ ನೆಡುವ ಮೂಲಕ ವಿಶ್ವ ಪರಿಸರ ದಿನಾಚರಣೆ ಆಚರಿಸಲಾಯಿತು. ಪ್ರಾಥಮಿಕ ಆರೋಗ್ಯ ಕೇಂದ್ರದ ವೈದ್ಯಾಧಿಕಾರಿ ಡಾ. ಲಕ್ಷ್ಮಿ ತೆಲ್ಲೂರು ಮಾತನಾಡಿ, ಪರಿಸರ ಸಂರಕ್ಷಣೆ ನಮ್ಮ ನಿಮ್ಮೆಲ್ಲರ ಜವಾಬ್ದಾರಿ. ಪ್ರತಿಯೊಬ್ಬರೂ ಗಿಡ ನೆಡುವ ಮೂಲಕ ಪರಿಸರ ಉಳಿಸಬೇಕು. ಕೆಲವೇ ವರ್ಷಗಳಲ್ಲಿ ಹವಾಮಾನದಲ್ಲಿ ಏರಿಳಿತಗಳು ಆಗಿ ಮಾನವನ ಆರೋಗ್ಯದ ಮೇಲೆ ದುಷ್ಪರಿಣಾಮ ಬೀರುತ್ತಿರುವುದರಿಂದ ಮುಂದಿನ ಪೀಳಿಗೆಗೆ ಆಪಾಯಕ್ಕೆ ಸಿಲುಕಲಿದೆ ಎಂದರು. (965, 1918, 1232, 2073)
birthday-byline: ಕನ್ನಡ ಜನಶ್ರೀ ಸುದ್ದಿ ಜಾಲ (450, 2058, 552, 2073)
lower-rule (354, 1849, 1509, 1850)
story2-body: ಬೆಂಗಳೂರು: ರಾಜ್ಯದಲ್ಲಿ ನೈರುತ್ಯ ಮುಂಗಾರು ಚುರುಕುಗೊಂಡಿದ್ದು, ರಾಜ್ಯದ ಹಲವು ಜಿಲ್ಲೆಗಳಲ್ಲಿ ಉತ್ತಮ ಮಳೆಯಾಗಿದೆ. ರಾಜ್ಯದ ಕರಾವಳಿ, ಮಲೆನಾಡು ಹಾಗೂ ಉತ್ತರ ಕರ್ನಾಟಕದ ಹಲವೆಡೆ ಭಾರೀ ಮಳೆಯಾಗುವ ಮುನ್ಸೂಚನೆ ಇದ್ದು, ಹಳದಿ ಮುನ್ನೆಚ್ಚರಿಕೆ (ಯೆಲ್ಲೋ ಅಲರ್ಟ್) ನೀಡಲಾಗಿದೆ ಎಂದು ಹವಾಮಾನ ಇಲಾಖೆ ತಿಳಿಸಿದೆ. ನಿನ್ನೆ ರಾಜ್ಯದಲ್ಲಿ ಗರಿಷ್ಠ ಮಳೆಯಾಗಿದ್ದು, ಚಿಕ್ಕಮಗಳೂರು ಜಿಲ್ಲೆಯಲ್ಲಿ 9 ಸೆಂ.ಮೀ. ಮಳೆಯಾಗಿದೆ. ಕರಾವಳಿ, ಕೊಡಗು, ಮೈಸೂರು, ಚಾಮರಾಜನಗರ, ಚಿಕ್ಕಬಳ್ಳಾಪುರ, ರಾಮನಗರ, ಬೆಂಗಳೂರು ಸೇರಿದಂತೆ ಕೆಲವು ಜಿಲ್ಲೆಗಳಲ್ಲಿ ಮುಂದಿನ ದಿನಗಳಲ್ಲಿ ಗುಡುಗು ಸಹಿತ ಮಳೆಯಾಗಲಿದೆ ಎಂದು ಹವಾಮಾನ ತಜ್ಞ ಸಿ.ಎಸ್.ಪಾಟೀಲ್ ತಿಳಿಸಿದ್ದಾರೆ. ಬೆಂಗಳೂರು ನಗರದಲ್ಲಿ ಸಂಜೆ ವೇಳೆ ಮೋಡ ಕವಿದ ವಾತಾವರಣವಿದ್ದು, ಸಾಧಾರಣ ಮಳೆಯಾಗುವ ಸಾಧ್ಯತೆಯಿದೆ. ಜೂ.10ರವರೆಗೂ ಉತ್ತಮ ಮಳೆಯಾಗುವ ಮುನ್ಸೂಚನೆಗಳಿವೆ ಎಂದು ಅವರು ಹೇಳಿದರು. ಹವಾಮಾನ ಮುನ್ಸೂಚನೆ ಪ್ರಕಾರ ಬೆಳಗಾವಿ, ವಿಜಯಪುರ, ಕೊಪ್ಪಳ, ಗದಗ, ಧಾರವಾಡ, ಹಾವೇರಿ, ಶಿವಮೊಗ್ಗ, ಕೊಡಗು, ಹಾಸನ, ದಕ್ಷಿಣ ಕನ್ನಡ, ಉಡುಪಿ ಜಿಲ್ಲೆಗಳಲ್ಲಿ ಭಾರಿ ಮಳೆಯಾಗುವ ಸಾಧ್ಯತೆಗಳಿವೆ. ಕರಾವಳಿ ಭಾಗದಲ್ಲಿ ಮೀನುಗಾರರು ಸಮುದ್ರಕ್ಕೆ ಇಳಿಯದಂತೆ ಸೂಚನೆ ನೀಡಲಾಗಿದೆ ಎಂದು ಅವರು ಹೇಳಿದರು. (31, 1019, 344, 1313)
